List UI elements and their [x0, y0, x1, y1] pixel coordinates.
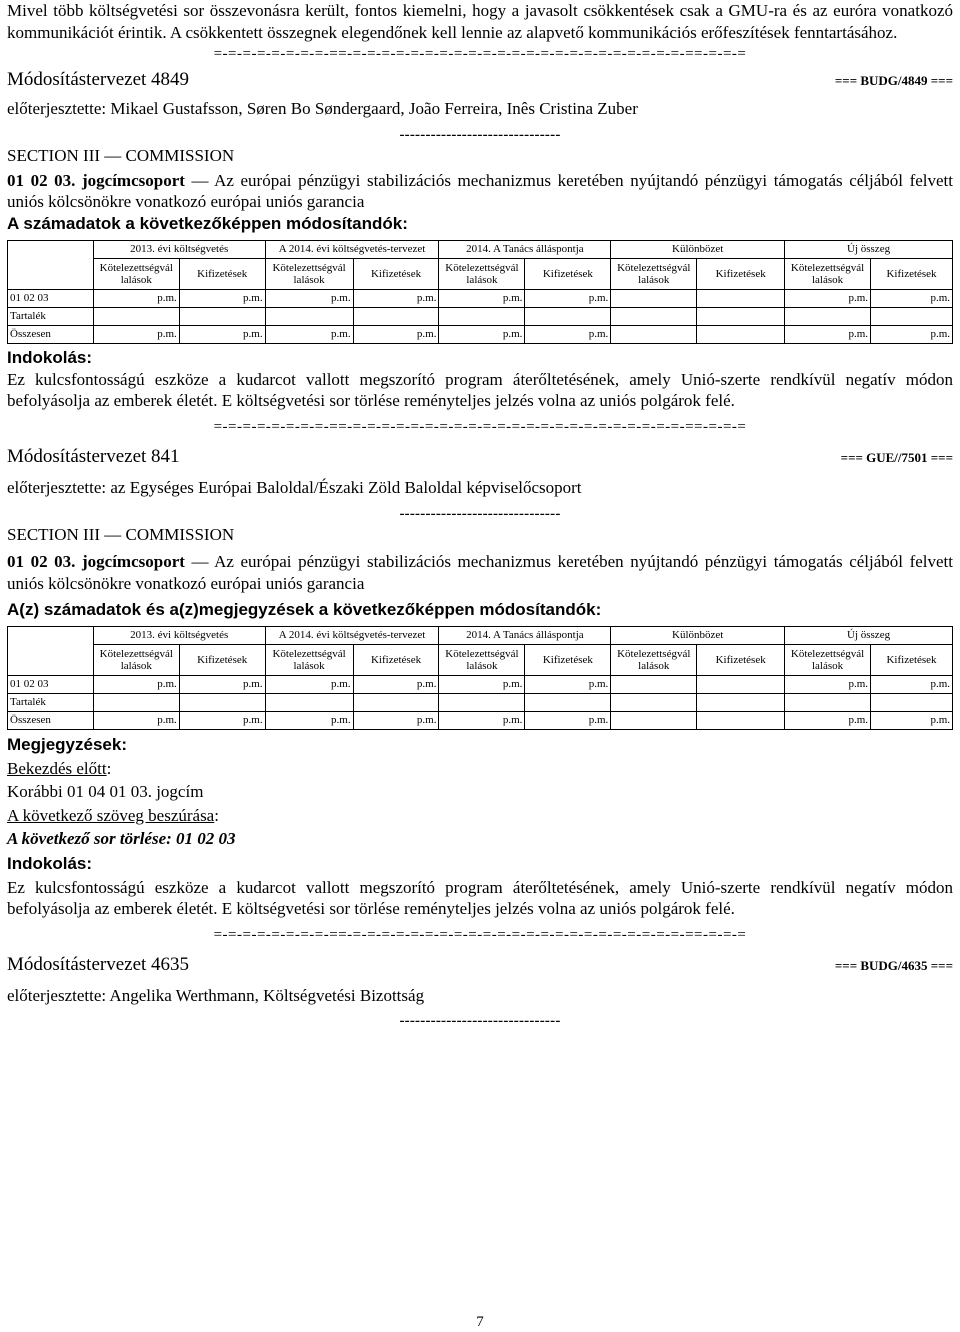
row-label: Tartalék — [8, 308, 94, 326]
table-cell: p.m. — [265, 712, 353, 730]
table-cell — [525, 694, 611, 712]
col-group-header: Különbözet — [611, 627, 785, 645]
table-cell: p.m. — [871, 676, 953, 694]
col-group-header: A 2014. évi költségvetés-tervezet — [265, 627, 439, 645]
table-row — [8, 326, 953, 344]
table-cell: p.m. — [439, 676, 525, 694]
table-cell: p.m. — [871, 290, 953, 308]
amendment-title: Módosítástervezet 4635 — [7, 953, 190, 975]
separator-line: =-=-=-=-=-=-=-=-==-=-=-=-=-=-=-=-=-=-=-=-=-=-=-=-=-=-=-=-=-=-=-=-==-=-=-= — [213, 46, 747, 63]
delete-line: A következő sor törlése: 01 02 03 — [7, 829, 236, 849]
payments-header: Kifizetések — [697, 645, 785, 676]
payments-header: Kifizetések — [179, 259, 265, 290]
dash-line: ------------------------------- — [399, 126, 561, 143]
table-corner — [8, 241, 94, 290]
table-cell: p.m. — [179, 326, 265, 344]
tabled-by: előterjesztette: az Egységes Európai Baloldal/Északi Zöld Baloldal képviselőcsoport — [7, 478, 582, 498]
item-description: — Az európai pénzügyi stabilizációs mechanizmus keretében nyújtandó pénzügyi támogatás céljából felvett uniós kölcsönökre vonatkozó európai uniós garancia — [7, 170, 953, 212]
previous-item: Korábbi 01 04 01 03. jogcím — [7, 782, 204, 802]
table-cell: p.m. — [93, 290, 179, 308]
table-cell — [611, 326, 697, 344]
commitments-header: Kötelezettségvál lalások — [439, 259, 525, 290]
table-cell: p.m. — [785, 326, 871, 344]
table-cell: p.m. — [525, 712, 611, 730]
table-row — [8, 676, 953, 694]
table-cell: p.m. — [439, 290, 525, 308]
section-heading: SECTION III — COMMISSION — [7, 524, 235, 544]
col-group-header: 2013. évi költségvetés — [93, 627, 265, 645]
payments-header: Kifizetések — [871, 645, 953, 676]
justification-text: Ez kulcsfontosságú eszköze a kudarcot vallott megszorító program áterőltetésének, amely Unió-szerte rendkívül negatív módon befolyásolja az emberek életét. E költségvetési sor törlése reményteljes jelzés volna az uniós polgárok felé. — [7, 877, 953, 919]
payments-header: Kifizetések — [871, 259, 953, 290]
table-cell: p.m. — [265, 676, 353, 694]
budget-item — [7, 170, 953, 213]
tabled-by: előterjesztette: Mikael Gustafsson, Søren Bo Søndergaard, João Ferreira, Inês Cristina Zuber — [7, 99, 638, 119]
item-code: 01 02 03. — [7, 170, 76, 190]
item-type: jogcímcsoport — [81, 552, 185, 572]
commitments-header: Kötelezettségvál lalások — [785, 259, 871, 290]
intro-paragraph: Mivel több költségvetési sor összevonásra került, fontos kiemelni, hogy a javasolt csökkentések csak a GMU-ra és az euróra vonatkozó kommunikációt érintik. A csökkentett összegnek elegendőnek kell lennie az alapvető kommunikációs erőfeszítések fenntartásához. — [7, 1, 953, 42]
modify-heading: A számadatok a következőképpen módosítandók: — [7, 213, 408, 233]
table-cell: p.m. — [785, 290, 871, 308]
table-cell: p.m. — [93, 326, 179, 344]
table-cell: p.m. — [93, 712, 179, 730]
table-cell — [697, 676, 785, 694]
table-cell: p.m. — [525, 290, 611, 308]
table-cell — [785, 308, 871, 326]
justification-text: Ez kulcsfontosságú eszköze a kudarcot vallott megszorító program áterőltetésének, amely Unió-szerte rendkívül negatív módon befolyásolja az emberek életét. E költségvetési sor törlése reményteljes jelzés volna az uniós polgárok felé. — [7, 369, 953, 411]
table-cell: p.m. — [353, 290, 439, 308]
table-cell — [611, 694, 697, 712]
separator-line: =-=-=-=-=-=-=-=-==-=-=-=-=-=-=-=-=-=-=-=-=-=-=-=-=-=-=-=-=-=-=-=-==-=-=-= — [213, 926, 747, 943]
dash-line: ------------------------------- — [399, 505, 561, 522]
item-type: jogcímcsoport — [81, 170, 185, 190]
remarks-label: Megjegyzések: — [7, 735, 127, 755]
payments-header: Kifizetések — [179, 645, 265, 676]
amendment-title: Módosítástervezet 841 — [7, 446, 180, 468]
table-cell — [353, 308, 439, 326]
item-code: 01 02 03. — [7, 552, 76, 572]
amendment-4635 — [7, 953, 953, 1032]
commitments-header: Kötelezettségvál lalások — [93, 259, 179, 290]
separator-line: =-=-=-=-=-=-=-=-==-=-=-=-=-=-=-=-=-=-=-=-=-=-=-=-=-=-=-=-=-=-=-=-==-=-=-= — [213, 419, 747, 435]
col-group-header: Új összeg — [785, 241, 953, 259]
table-cell: p.m. — [265, 290, 353, 308]
table-corner — [8, 627, 94, 676]
before-paragraph: Bekezdés előtt: — [7, 758, 112, 778]
table-cell — [697, 308, 785, 326]
commitments-header: Kötelezettségvál lalások — [265, 645, 353, 676]
table-cell: p.m. — [353, 326, 439, 344]
amendment-4849 — [7, 68, 953, 412]
dash-line: ------------------------------- — [399, 1013, 561, 1030]
row-label: Összesen — [8, 326, 94, 344]
table-cell: p.m. — [265, 326, 353, 344]
budget-table — [7, 626, 953, 730]
insert-text: A következő szöveg beszúrása: — [7, 805, 219, 825]
table-cell — [265, 694, 353, 712]
amendment-code: === GUE//7501 === — [840, 450, 953, 466]
table-cell: p.m. — [525, 326, 611, 344]
payments-header: Kifizetések — [525, 259, 611, 290]
commitments-header: Kötelezettségvál lalások — [611, 645, 697, 676]
table-cell: p.m. — [353, 676, 439, 694]
justification-label: Indokolás: — [7, 348, 93, 368]
table-cell — [697, 326, 785, 344]
commitments-header: Kötelezettségvál lalások — [93, 645, 179, 676]
col-group-header: Különbözet — [611, 241, 785, 259]
payments-header: Kifizetések — [353, 259, 439, 290]
page-number: 7 — [476, 1314, 484, 1330]
payments-header: Kifizetések — [525, 645, 611, 676]
payments-header: Kifizetések — [353, 645, 439, 676]
table-row — [8, 694, 953, 712]
table-cell: p.m. — [785, 712, 871, 730]
tabled-by: előterjesztette: Angelika Werthmann, Költségvetési Bizottság — [7, 985, 425, 1005]
table-cell — [871, 694, 953, 712]
table-cell — [611, 712, 697, 730]
table-cell: p.m. — [179, 290, 265, 308]
table-cell — [439, 308, 525, 326]
table-cell: p.m. — [93, 676, 179, 694]
table-cell — [611, 308, 697, 326]
table-cell — [785, 694, 871, 712]
table-cell — [697, 290, 785, 308]
row-label: 01 02 03 — [8, 290, 94, 308]
budget-item — [7, 551, 953, 594]
table-row — [8, 290, 953, 308]
commitments-header: Kötelezettségvál lalások — [265, 259, 353, 290]
justification-label: Indokolás: — [7, 854, 93, 873]
item-description: — Az európai pénzügyi stabilizációs mechanizmus keretében nyújtandó pénzügyi támogatás céljából felvett uniós kölcsönökre vonatkozó európai uniós garancia — [7, 552, 953, 593]
document-page — [7, 0, 953, 1330]
table-cell — [611, 290, 697, 308]
table-cell — [697, 712, 785, 730]
table-cell — [179, 308, 265, 326]
table-cell: p.m. — [179, 712, 265, 730]
commitments-header: Kötelezettségvál lalások — [611, 259, 697, 290]
budget-table — [7, 240, 953, 344]
table-cell — [611, 676, 697, 694]
table-row — [8, 712, 953, 730]
table-cell: p.m. — [525, 676, 611, 694]
col-group-header: 2013. évi költségvetés — [93, 241, 265, 259]
table-cell — [265, 308, 353, 326]
table-cell — [871, 308, 953, 326]
table-row — [8, 308, 953, 326]
table-cell — [439, 694, 525, 712]
amendment-code: === BUDG/4849 === — [834, 73, 953, 89]
table-cell — [93, 694, 179, 712]
amendment-code: === BUDG/4635 === — [834, 957, 953, 973]
table-cell: p.m. — [179, 676, 265, 694]
table-cell — [697, 694, 785, 712]
table-cell: p.m. — [785, 676, 871, 694]
commitments-header: Kötelezettségvál lalások — [785, 645, 871, 676]
amendment-841 — [7, 445, 953, 920]
col-group-header: Új összeg — [785, 627, 953, 645]
modify-heading: A(z) számadatok és a(z)megjegyzések a következőképpen módosítandók: — [7, 599, 602, 619]
col-group-header: A 2014. évi költségvetés-tervezet — [265, 241, 439, 259]
row-label: Összesen — [8, 712, 94, 730]
table-cell — [93, 308, 179, 326]
row-label: 01 02 03 — [8, 676, 94, 694]
table-cell — [525, 308, 611, 326]
col-group-header: 2014. A Tanács álláspontja — [439, 241, 611, 259]
col-group-header: 2014. A Tanács álláspontja — [439, 627, 611, 645]
table-cell: p.m. — [353, 712, 439, 730]
table-cell — [353, 694, 439, 712]
commitments-header: Kötelezettségvál lalások — [439, 645, 525, 676]
amendment-title: Módosítástervezet 4849 — [7, 69, 190, 91]
table-cell: p.m. — [871, 712, 953, 730]
table-cell: p.m. — [871, 326, 953, 344]
table-cell — [179, 694, 265, 712]
row-label: Tartalék — [8, 694, 94, 712]
table-cell: p.m. — [439, 326, 525, 344]
payments-header: Kifizetések — [697, 259, 785, 290]
table-cell: p.m. — [439, 712, 525, 730]
section-heading: SECTION III — COMMISSION — [7, 145, 235, 165]
